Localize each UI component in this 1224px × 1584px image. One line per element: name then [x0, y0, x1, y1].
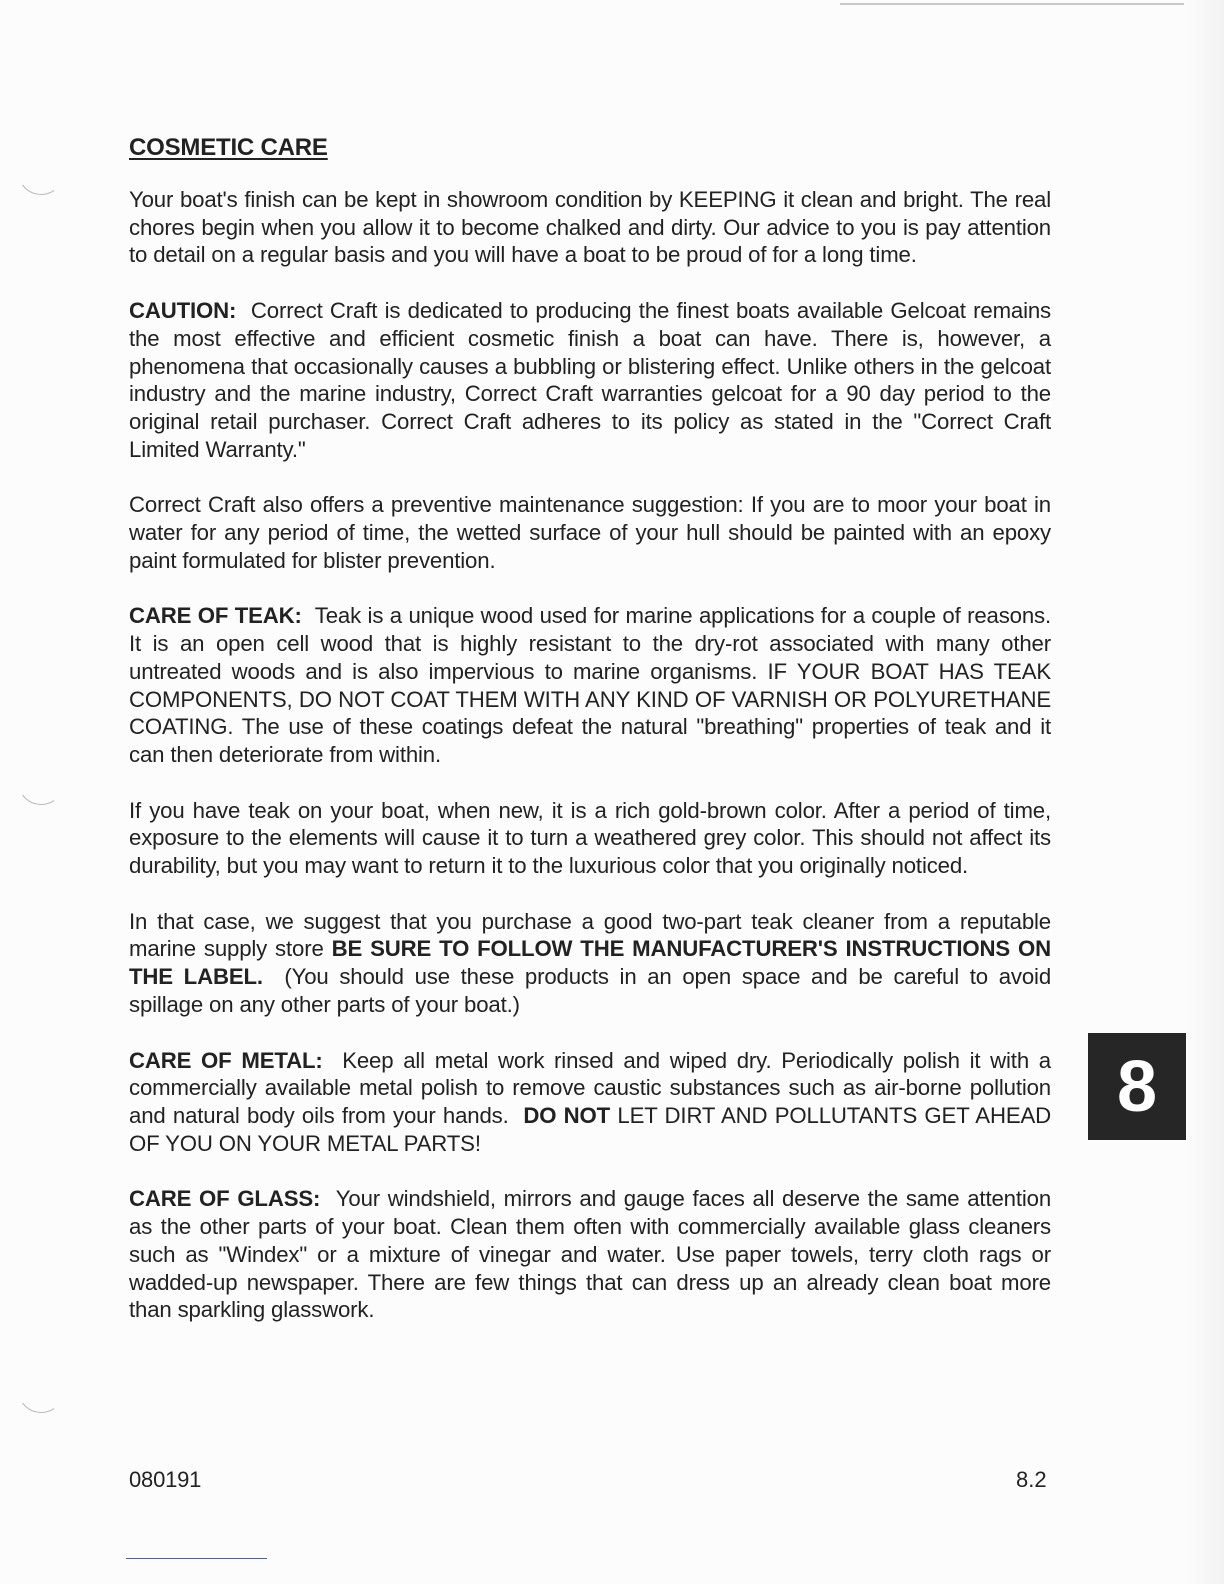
teak-color-paragraph: If you have teak on your boat, when new, it is a rich gold-brown color. After a period of time, exposure to the elements will cause it to turn a weathered grey color. This should not affect its durability, but you may want to return it to the luxurious color that you originally noticed.	[129, 797, 1051, 879]
glass-paragraph	[129, 1185, 1051, 1324]
teak-cleaner-note: (You should use these products in an open space and be careful to avoid spillage on any other parts of your boat.)	[129, 964, 1052, 1017]
intro-paragraph: Your boat's finish can be kept in showroom condition by KEEPING it clean and bright. The real chores begin when you allow it to become chalked and dirty. Our advice to you is pay attention to detail on a regular basis and you will have a boat to be proud of for a long time.	[129, 187, 1051, 268]
caution-label: CAUTION:	[129, 298, 237, 324]
chapter-tab: 8	[1088, 1033, 1186, 1140]
metal-text: Keep all metal work rinsed and wiped dry. Periodically polish it with a commercially available metal polish to remove caustic substances such as air-borne pollution and natural body oils from your hands.	[129, 1047, 1051, 1128]
metal-paragraph	[129, 1047, 1051, 1158]
document-code: 080191	[129, 1467, 202, 1492]
page-number: 8.2	[1016, 1467, 1047, 1492]
binder-hole-middle	[14, 756, 67, 808]
teak-cleaner-text: In that case, we suggest that you purchase a good two-part teak cleaner from a reputable marine supply store	[129, 908, 1051, 962]
document-body	[129, 134, 1051, 1352]
metal-warning-emph: DO NOT	[523, 1102, 611, 1128]
section-heading: COSMETIC CARE	[129, 134, 328, 161]
teak-paragraph	[129, 602, 1051, 768]
page-edge-shadow	[1184, 0, 1224, 1584]
top-edge-rule	[840, 3, 1185, 5]
teak-label: CARE OF TEAK:	[129, 603, 302, 629]
glass-text: Your windshield, mirrors and gauge faces all deserve the same attention as the other parts of your boat. Clean them often with commercially available glass cleaners such as "Windex" or a mixture of vinegar and water. Use paper towels, terry cloth rags or wadded-up newspaper. There are few things that can dress up an already clean boat more than sparkling glasswork.	[129, 1186, 1052, 1323]
glass-label: CARE OF GLASS:	[129, 1186, 321, 1212]
binder-hole-bottom	[14, 1364, 67, 1416]
caution-text: Correct Craft is dedicated to producing the finest boats available Gelcoat remains the most effective and efficient cosmetic finish a boat can have. There is, however, a phenomena that occasionally causes a bubbling or blistering effect. Unlike others in the gelcoat industry and the marine industry, Correct Craft warranties gelcoat for a 90 day period to the original retail purchaser. Correct Craft adheres to its policy as stated in the "Correct Craft Limited Warranty."	[129, 298, 1051, 462]
teak-cleaner-paragraph	[129, 908, 1051, 1019]
binder-hole-top	[14, 146, 67, 198]
metal-warning-text: LET DIRT AND POLLUTANTS GET AHEAD OF YOU ON YOUR METAL PARTS!	[129, 1102, 1051, 1156]
instructions-warning: BE SURE TO FOLLOW THE MANUFACTURER'S INSTRUCTIONS ON THE LABEL.	[129, 936, 1051, 990]
metal-label: CARE OF METAL:	[129, 1047, 323, 1073]
caution-paragraph	[129, 297, 1051, 463]
preventive-paragraph: Correct Craft also offers a preventive maintenance suggestion: If you are to moor your boat in water for any period of time, the wetted surface of your hull should be painted with an epoxy paint formulated for blister prevention.	[129, 492, 1051, 573]
bottom-edge-rule	[126, 1558, 267, 1559]
teak-text: Teak is a unique wood used for marine applications for a couple of reasons. It is an open cell wood that is highly resistant to the dry-rot associated with many other untreated woods and is also impervious to marine organisms. IF YOUR BOAT HAS TEAK COMPONENTS, DO NOT COAT THEM WITH ANY KIND OF VARNISH OR POLYURETHANE COATING. The use of these coatings defeat the natural "breathing" properties of teak and it can then deteriorate from within.	[129, 603, 1051, 767]
